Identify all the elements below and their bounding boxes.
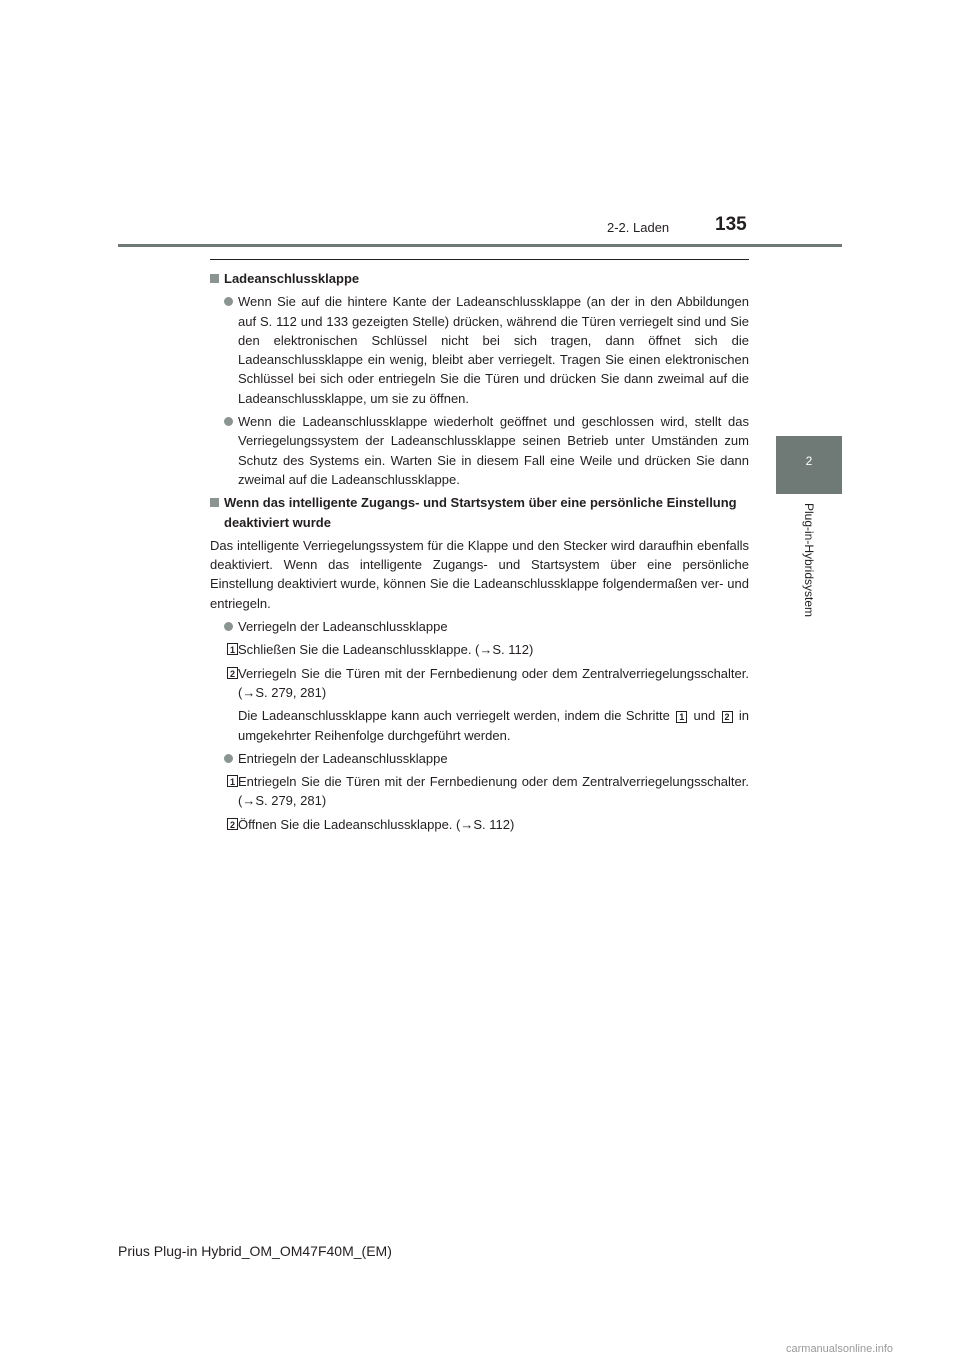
bullet-item (210, 749, 749, 768)
bullet-item (210, 292, 749, 408)
heading-text: Ladeanschlussklappe (224, 271, 360, 286)
inline-step-badge: 1 (676, 711, 687, 723)
step-number-badge: 1 (227, 643, 238, 655)
step-text: Entriegeln Sie die Türen mit der Fernbedienung oder dem Zentralverriegelungsschalter. (→S. 279, 281) (238, 774, 749, 809)
circle-bullet-icon (224, 622, 233, 631)
note-text: und (693, 708, 716, 724)
circle-bullet-icon (224, 297, 233, 306)
step-text: Verriegeln Sie die Türen mit der Fernbedienung oder dem Zentralverriegelungsschalter. (→S. 279, 281) (238, 665, 749, 700)
step-item (210, 640, 749, 659)
bullet-item (210, 617, 749, 636)
side-chapter-tab (776, 436, 842, 494)
heading-ladeanschlussklappe (210, 269, 749, 288)
circle-bullet-icon (224, 754, 233, 763)
section-rule (210, 259, 749, 260)
watermark: carmanualsonline.info (786, 1343, 894, 1355)
step-item (210, 815, 749, 834)
side-chapter-label: Plug-in-Hybridsystem (802, 502, 816, 618)
note-text: Die Ladeanschlussklappe kann auch verriegelt werden, indem die Schritte (238, 708, 670, 724)
page-number: 135 (715, 214, 747, 235)
paragraph: Das intelligente Verriegelungssystem für die Klappe und den Stecker wird daraufhin ebenfalls deaktiviert. Wenn das intelligente Zugangs- und Startsystem über eine persönliche Einstellung deaktiviert wurde, können Sie die Ladeanschlussklappe folgendermaßen ver- und entriegeln. (210, 537, 749, 611)
step-note (210, 706, 749, 745)
bullet-item (210, 412, 749, 489)
heading-text: Wenn das intelligente Zugangs- und Startsystem über eine persönliche Einstellung deaktiviert wurde (224, 495, 737, 530)
step-number-badge: 1 (227, 775, 238, 787)
square-bullet-icon (210, 274, 219, 283)
bullet-text: Verriegeln der Ladeanschlussklappe (238, 619, 448, 635)
header-section-title: 2-2. Laden (607, 220, 670, 235)
bullet-text: Entriegeln der Ladeanschlussklappe (238, 750, 448, 766)
content-body (210, 269, 749, 838)
side-tab-number: 2 (805, 454, 813, 468)
step-item (210, 664, 749, 703)
heading-deactivated-system (210, 493, 749, 532)
step-item (210, 772, 749, 811)
step-text: Schließen Sie die Ladeanschlussklappe. (→S. 112) (238, 642, 534, 658)
note-text: in umgekehrter Reihenfolge durchgeführt werden. (238, 708, 749, 743)
inline-step-badge: 2 (722, 711, 733, 723)
step-number-badge: 2 (227, 667, 238, 679)
bullet-text: Wenn die Ladeanschlussklappe wiederholt geöffnet und geschlossen wird, stellt das Verriegelungssystem der Ladeanschlussklappe seinen Betrieb unter Umständen zum Schutz des Systems ein. Warten Sie in diesem Fall eine Weile und drücken Sie dann zweimal auf die Ladeanschlussklappe. (238, 414, 749, 487)
footer-manual-id: Prius Plug-in Hybrid_OM_OM47F40M_(EM) (118, 1243, 392, 1259)
step-text: Öffnen Sie die Ladeanschlussklappe. (→S. 112) (238, 816, 515, 832)
header-rule (118, 244, 842, 247)
circle-bullet-icon (224, 417, 233, 426)
step-number-badge: 2 (227, 818, 238, 830)
square-bullet-icon (210, 498, 219, 507)
bullet-text: Wenn Sie auf die hintere Kante der Ladeanschlussklappe (an der in den Abbildungen auf S. 112 und 133 gezeigten Stelle) drücken, während die Türen verriegelt sind und Sie den elektronischen Schlüssel nicht bei sich tragen, dann öffnet sich die Ladeanschlussklappe ein wenig, bleibt aber verriegelt. Tragen Sie einen elektronischen Schlüssel bei sich oder entriegeln Sie die Türen und drücken Sie dann zweimal auf die Ladeanschlussklappe, um sie zu öffnen. (238, 294, 749, 406)
